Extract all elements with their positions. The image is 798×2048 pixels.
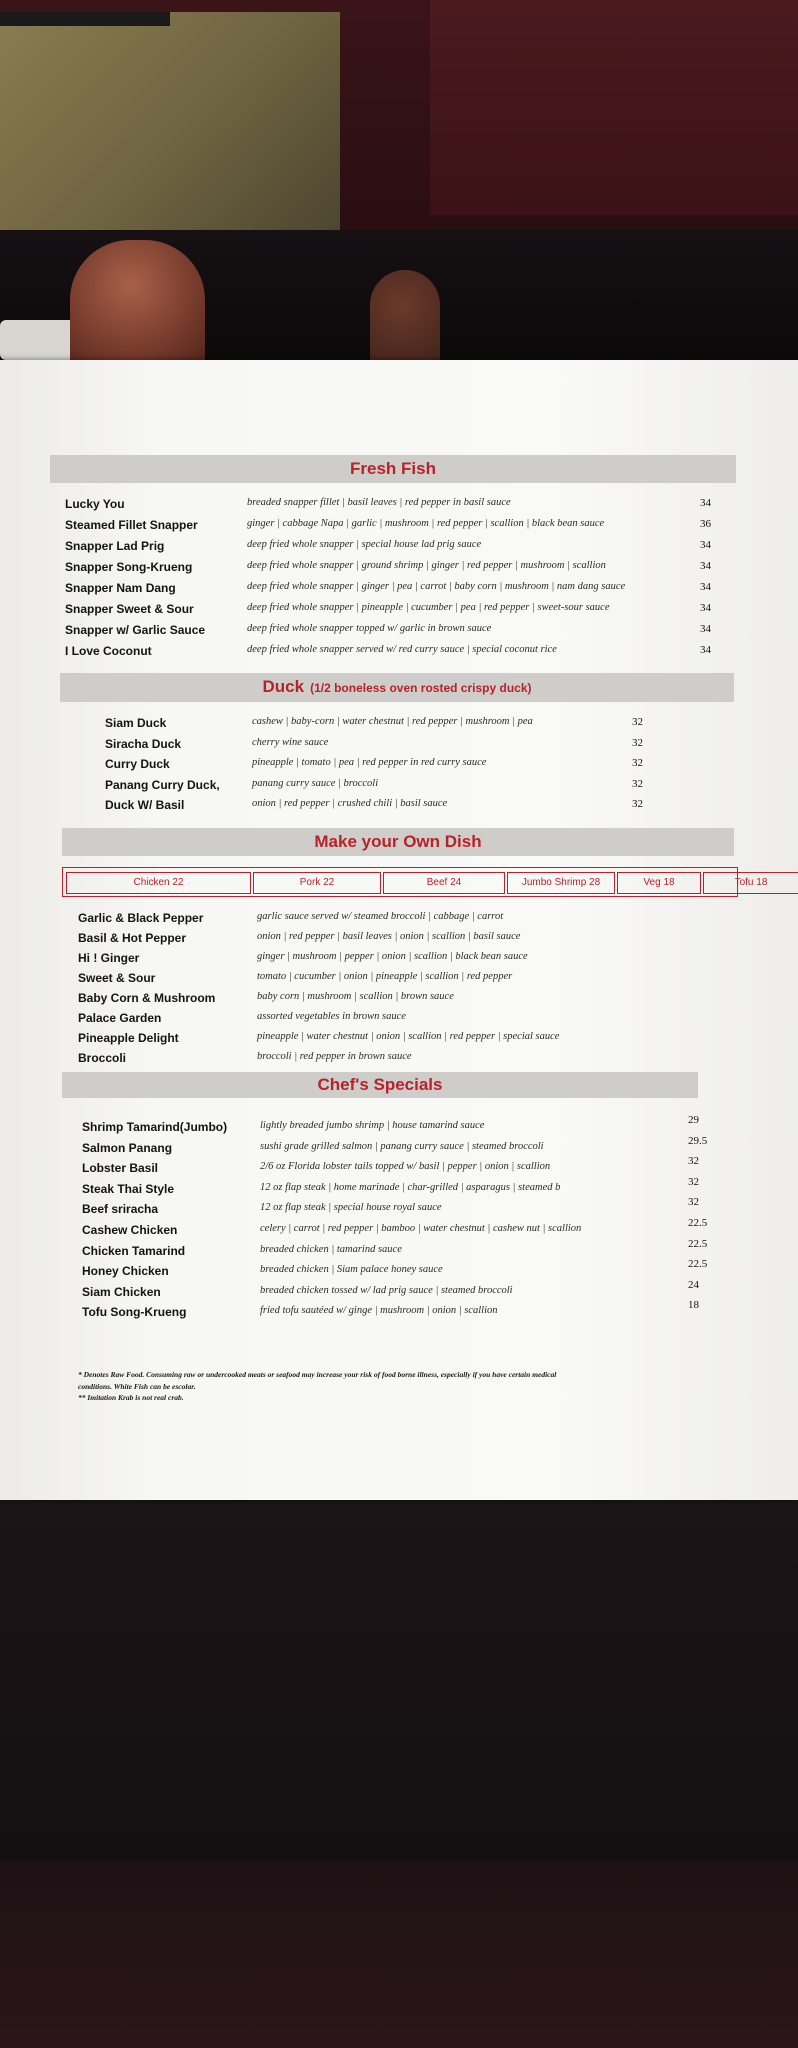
menu-item xyxy=(0,931,798,951)
menu-item-name: Lucky You xyxy=(65,497,125,511)
menu-item xyxy=(0,1237,798,1264)
menu-item-name: Basil & Hot Pepper xyxy=(78,931,187,945)
menu-item xyxy=(0,737,798,757)
menu-item xyxy=(0,1217,798,1243)
menu-item-name: Siam Chicken xyxy=(82,1284,161,1299)
menu-item xyxy=(0,798,798,818)
background-napkin xyxy=(0,320,75,360)
menu-item-price: 32 xyxy=(688,1196,699,1209)
menu-item-name: Palace Garden xyxy=(78,1011,162,1025)
menu-item-description: breaded chicken | tamarind sauce xyxy=(260,1243,402,1255)
protein-option-beef: Beef 24 xyxy=(383,872,505,894)
menu-item-price: 18 xyxy=(688,1299,699,1312)
menu-item-price: 32 xyxy=(688,1175,699,1188)
section-header-fresh-fish xyxy=(50,455,736,483)
menu-item xyxy=(0,1175,798,1202)
menu-item-name: Honey Chicken xyxy=(82,1264,169,1279)
menu-item-name: Snapper w/ Garlic Sauce xyxy=(65,623,206,637)
menu-item-description: panang curry sauce | broccoli xyxy=(252,777,379,789)
menu-item-description: sushi grade grilled salmon | panang curry sauce | steamed broccoli xyxy=(260,1140,544,1152)
menu-item-price: 22.5 xyxy=(688,1217,708,1229)
menu-item-name: Baby Corn & Mushroom xyxy=(78,991,216,1005)
menu-item xyxy=(0,1299,798,1325)
menu-item-price: 32 xyxy=(688,1155,699,1168)
menu-item xyxy=(0,602,798,622)
protein-option-pork: Pork 22 xyxy=(253,872,381,894)
menu-item-name: Snapper Lad Prig xyxy=(65,539,165,553)
menu-item-name: Shrimp Tamarind(Jumbo) xyxy=(82,1120,228,1134)
menu-item-name: Tofu Song-Krueng xyxy=(82,1305,187,1320)
menu-item-description: broccoli | red pepper in brown sauce xyxy=(257,1051,412,1062)
menu-item-description: garlic sauce served w/ steamed broccoli | cabbage | carrot xyxy=(257,911,504,922)
menu-item-price: 34 xyxy=(700,539,711,551)
menu-item-price: 36 xyxy=(700,518,711,530)
frame-top-edge xyxy=(0,12,170,26)
menu-item-price: 29.5 xyxy=(688,1134,708,1147)
menu-item xyxy=(0,518,798,538)
protein-options xyxy=(62,867,768,897)
menu-item-description: deep fried whole snapper | ginger | pea | carrot | baby corn | mushroom | nam dang sauce xyxy=(247,581,626,592)
menu-item-name: Snapper Sweet & Sour xyxy=(65,602,194,616)
menu-item-description: deep fried whole snapper served w/ red curry sauce | special coconut rice xyxy=(247,644,557,655)
menu-item-description: breaded chicken tossed w/ lad prig sauce | steamed broccoli xyxy=(260,1284,513,1296)
menu-sheet xyxy=(0,360,798,1500)
footnote-imitation-krab: ** Imitation Krab is not real crab. xyxy=(78,1393,184,1402)
menu-item-name: Sweet & Sour xyxy=(78,971,156,985)
background-tablecloth-edge xyxy=(0,1860,798,2048)
menu-item-price: 29 xyxy=(688,1114,699,1126)
menu-item-price: 34 xyxy=(700,497,711,509)
menu-item xyxy=(0,991,798,1011)
menu-item-price: 34 xyxy=(700,602,711,614)
menu-item-price: 22.5 xyxy=(688,1258,708,1271)
section-title: Make your Own Dish xyxy=(314,832,482,851)
menu-item xyxy=(0,1051,798,1071)
menu-item-name: Lobster Basil xyxy=(82,1161,159,1176)
menu-item-description: breaded snapper fillet | basil leaves | red pepper in basil sauce xyxy=(247,497,511,508)
menu-item-name: Garlic & Black Pepper xyxy=(78,911,204,925)
menu-item-description: celery | carrot | red pepper | bamboo | water chestnut | cashew nut | scallion xyxy=(260,1223,582,1234)
menu-item-description: cherry wine sauce xyxy=(252,736,329,748)
section-header-make-your-own xyxy=(62,828,734,856)
menu-item-price: 32 xyxy=(632,716,643,728)
menu-item xyxy=(0,1258,798,1284)
protein-option-tofu: Tofu 18 xyxy=(703,872,798,894)
menu-item xyxy=(0,778,798,798)
menu-item xyxy=(0,716,798,736)
section-header-chefs-specials xyxy=(62,1072,698,1098)
menu-item-description: ginger | mushroom | pepper | onion | scallion | black bean sauce xyxy=(257,951,528,962)
menu-item-description: breaded chicken | Siam palace honey sauce xyxy=(260,1264,443,1276)
menu-item-name: Snapper Song-Krueng xyxy=(65,560,193,574)
menu-item xyxy=(0,497,798,517)
menu-item-price: 34 xyxy=(700,623,711,635)
menu-item xyxy=(0,581,798,601)
menu-item-description: 12 oz flap steak | special house royal sauce xyxy=(260,1202,442,1214)
menu-item-description: 12 oz flap steak | home marinade | char-grilled | asparagus | steamed b xyxy=(260,1181,561,1193)
section-subtitle: (1/2 boneless oven rosted crispy duck) xyxy=(310,681,532,695)
menu-item-description: lightly breaded jumbo shrimp | house tamarind sauce xyxy=(260,1120,485,1131)
menu-item-name: Hi ! Ginger xyxy=(78,951,140,965)
menu-item-name: Pineapple Delight xyxy=(78,1031,179,1045)
menu-item-name: Salmon Panang xyxy=(82,1140,173,1155)
menu-item-price: 32 xyxy=(632,757,643,769)
menu-item-description: deep fried whole snapper topped w/ garlic in brown sauce xyxy=(247,623,492,634)
background-glass-small xyxy=(370,270,440,370)
menu-item xyxy=(0,1031,798,1051)
menu-item-name: Beef sriracha xyxy=(82,1202,159,1217)
menu-item xyxy=(0,644,798,664)
menu-item xyxy=(0,1196,798,1222)
menu-item-name: Steak Thai Style xyxy=(82,1181,175,1196)
menu-item-name: Broccoli xyxy=(78,1051,127,1065)
menu-item-price: 32 xyxy=(632,777,643,790)
menu-item-description: deep fried whole snapper | pineapple | cucumber | pea | red pepper | sweet-sour sauce xyxy=(247,602,610,613)
menu-item-description: 2/6 oz Florida lobster tails topped w/ basil | pepper | onion | scallion xyxy=(260,1161,551,1173)
section-title: Duck xyxy=(262,677,305,696)
protein-option-chicken: Chicken 22 xyxy=(66,872,251,894)
protein-option-veg: Veg 18 xyxy=(617,872,701,894)
menu-item-description: pineapple | tomato | pea | red pepper in red curry sauce xyxy=(252,757,487,768)
menu-item-description: deep fried whole snapper | special house lad prig sauce xyxy=(247,539,482,550)
menu-item-description: pineapple | water chestnut | onion | scallion | red pepper | special sauce xyxy=(257,1031,560,1042)
background-glass xyxy=(70,240,205,370)
menu-item-price: 32 xyxy=(632,798,643,810)
menu-item-description: tomato | cucumber | onion | pineapple | scallion | red pepper xyxy=(257,971,513,982)
menu-item xyxy=(0,911,798,931)
menu-item-name: Steamed Fillet Snapper xyxy=(65,518,198,532)
menu-item-description: cashew | baby-corn | water chestnut | red pepper | mushroom | pea xyxy=(252,716,533,727)
menu-item xyxy=(0,757,798,777)
section-header-duck xyxy=(60,673,734,702)
menu-item-price: 34 xyxy=(700,581,711,593)
menu-item-name: Siam Duck xyxy=(105,716,167,730)
menu-item xyxy=(0,1155,798,1181)
section-title: Fresh Fish xyxy=(350,459,436,478)
menu-item xyxy=(0,1134,798,1161)
footnote-raw-food: * Denotes Raw Food. Consuming raw or undercooked meats or seafood may increase your risk of food borne illness, especially if you have certain medical xyxy=(78,1370,557,1379)
menu-item xyxy=(0,1011,798,1031)
menu-item-description: baby corn | mushroom | scallion | brown sauce xyxy=(257,991,454,1002)
menu-item-name: Curry Duck xyxy=(105,757,170,771)
menu-item-name: I Love Coconut xyxy=(65,644,152,658)
menu-item-name: Panang Curry Duck, xyxy=(105,777,220,792)
menu-item-price: 32 xyxy=(632,736,643,749)
menu-item-name: Duck W/ Basil xyxy=(105,798,185,812)
menu-item-name: Chicken Tamarind xyxy=(82,1243,186,1258)
menu-item xyxy=(0,539,798,559)
menu-item-name: Snapper Nam Dang xyxy=(65,581,176,595)
menu-item xyxy=(0,623,798,643)
menu-item xyxy=(0,971,798,991)
section-title: Chef's Specials xyxy=(317,1075,443,1094)
menu-item-description: deep fried whole snapper | ground shrimp | ginger | red pepper | mushroom | scallion xyxy=(247,560,606,571)
protein-option-jumbo-shrimp: Jumbo Shrimp 28 xyxy=(507,872,615,894)
background-picture-frame xyxy=(0,12,340,237)
menu-item-price: 34 xyxy=(700,644,711,656)
menu-item xyxy=(0,1278,798,1305)
menu-item-description: assorted vegetables in brown sauce xyxy=(257,1011,406,1022)
menu-item xyxy=(0,560,798,580)
menu-item-description: ginger | cabbage Napa | garlic | mushroom | red pepper | scallion | black bean sauce xyxy=(247,518,605,529)
menu-item-description: onion | red pepper | basil leaves | onion | scallion | basil sauce xyxy=(257,931,521,942)
menu-item-description: onion | red pepper | crushed chili | basil sauce xyxy=(252,798,448,809)
footnote-escolar: conditions. White Fish can be escolar. xyxy=(78,1382,196,1391)
menu-item-price: 34 xyxy=(700,560,711,572)
menu-item xyxy=(0,951,798,971)
menu-item-description: fried tofu sautéed w/ ginge | mushroom | onion | scallion xyxy=(260,1305,498,1317)
menu-item-name: Siracha Duck xyxy=(105,736,182,751)
menu-item-name: Cashew Chicken xyxy=(82,1223,178,1237)
background-red-panel xyxy=(430,0,798,215)
menu-item xyxy=(0,1114,798,1140)
menu-item-price: 22.5 xyxy=(688,1237,708,1250)
menu-item-price: 24 xyxy=(688,1278,699,1291)
